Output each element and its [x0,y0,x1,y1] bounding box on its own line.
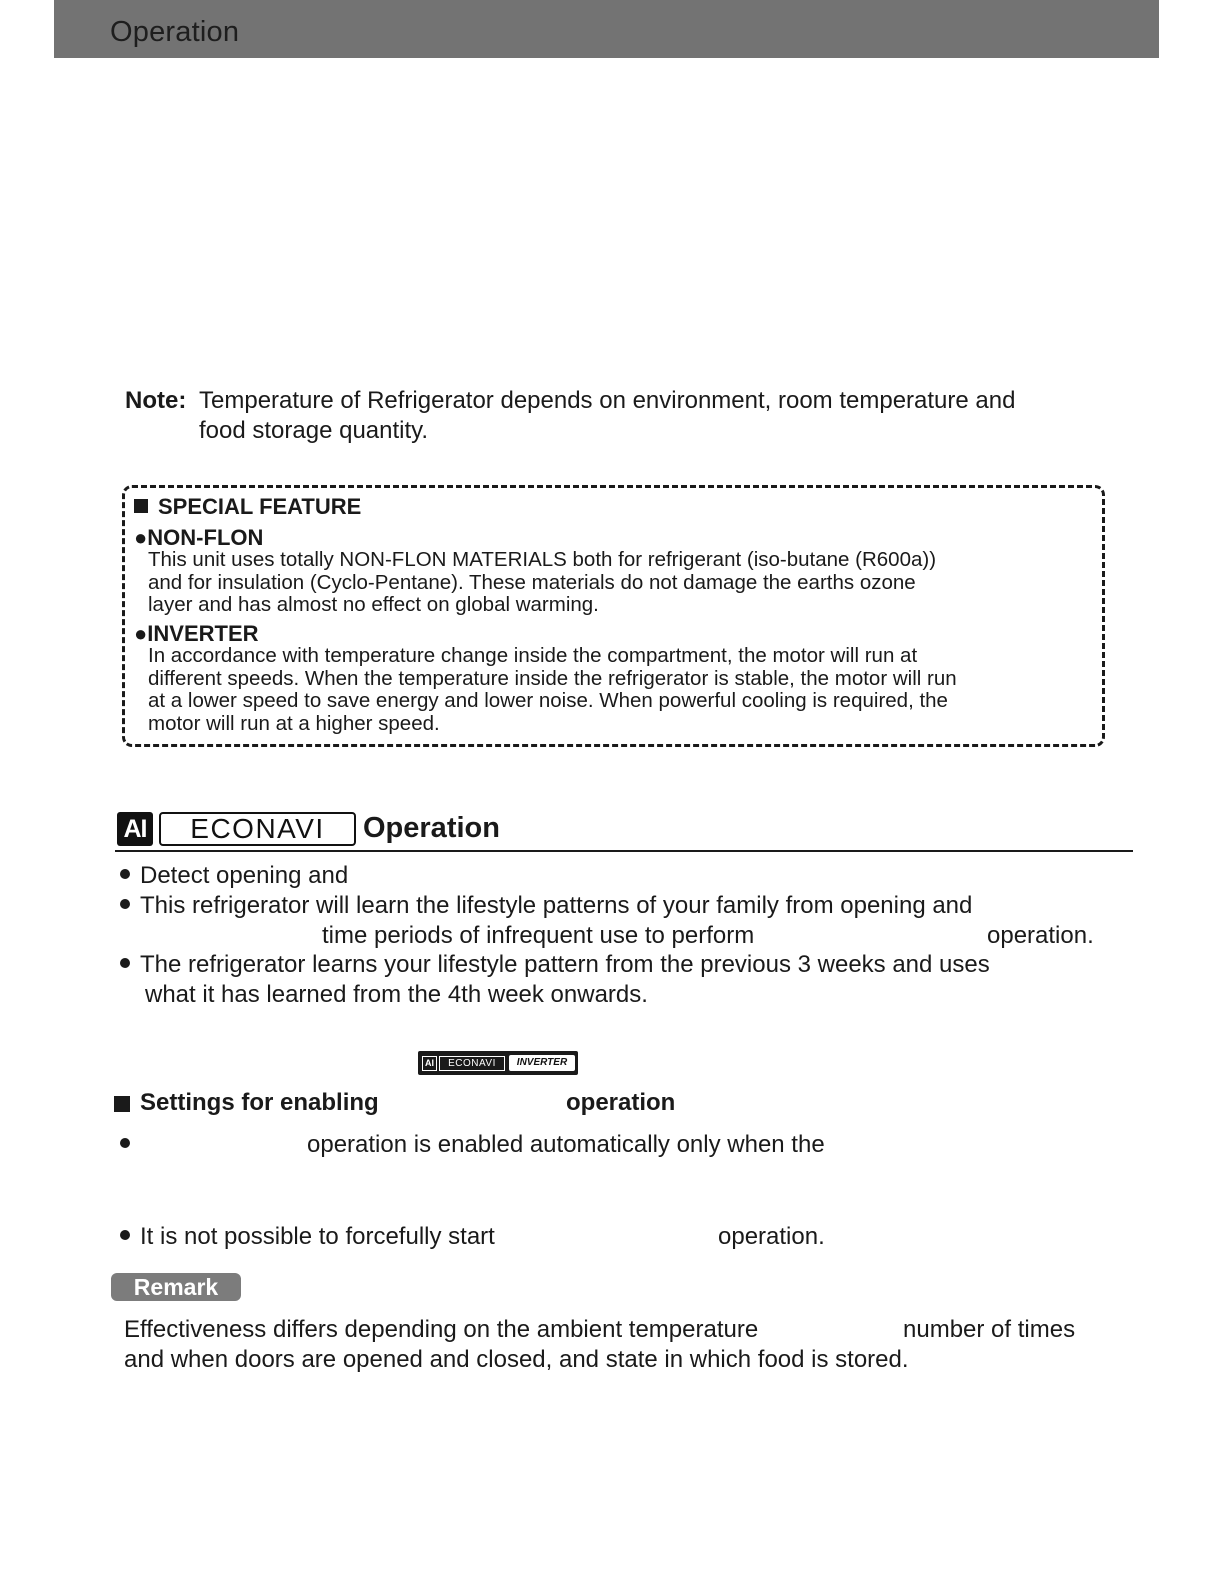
list-item [120,891,972,921]
bullet-icon [120,1138,130,1148]
settings-title-suffix: operation [566,1089,676,1116]
bullet-text: operation. [987,922,1094,949]
econavi-inverter-badge [418,1051,578,1075]
settings-title: Settings for enabling [140,1089,379,1116]
bullet-text: It is not possible to forcefully start [140,1223,495,1250]
note-label: Note: [125,387,187,414]
bullet-text: The refrigerator learns your lifestyle pattern from the previous 3 weeks and uses [140,951,990,978]
list-item [120,1130,140,1160]
badge-ai-icon: AI [422,1056,437,1071]
page-title: Operation [110,16,240,48]
bullet-text: This refrigerator will learn the lifestyle patterns of your family from opening and [140,892,973,919]
square-bullet-icon [134,499,148,513]
badge-inverter-icon: INVERTER [509,1055,575,1071]
non-flon-body [148,549,1098,617]
special-feature-title-text: SPECIAL FEATURE [158,494,362,519]
non-flon-line: and for insulation (Cyclo-Pentane). These materials do not damage the earths ozone [148,570,916,594]
inverter-body [148,645,1098,735]
note-text [199,386,1099,446]
econavi-section-title: Operation [363,812,500,844]
non-flon-heading: ●NON-FLON [134,525,264,550]
bullet-text: operation is enabled automatically only when the [307,1131,825,1158]
remark-badge: Remark [111,1273,241,1301]
list-item [120,861,348,891]
note-line: food storage quantity. [199,417,429,444]
bullet-text: time periods of infrequent use to perform [322,922,755,949]
square-bullet-icon [114,1096,130,1112]
inverter-heading: ●INVERTER [134,621,259,646]
bullet-text: operation. [718,1223,825,1250]
remark-line: and when doors are opened and closed, and state in which food is stored. [124,1346,909,1373]
bullet-icon [120,899,130,909]
badge-econavi-icon: ECONAVI [439,1056,505,1071]
special-feature-title [134,494,361,520]
bullet-icon [120,869,130,879]
bullet-icon [120,958,130,968]
non-flon-line: This unit uses totally NON-FLON MATERIALS both for refrigerant (iso-butane (R600a)) [148,548,937,571]
section-divider [115,850,1133,852]
list-item [120,1222,495,1252]
bullet-text: what it has learned from the 4th week onwards. [145,981,648,1008]
non-flon-line: layer and has almost no effect on global warming. [148,593,599,616]
note-line: Temperature of Refrigerator depends on environment, room temperature and [199,387,1016,414]
remark-line: Effectiveness differs depending on the ambient temperature [124,1316,759,1343]
econavi-logo-icon: ECONAVI [159,812,356,846]
list-item [120,950,990,980]
inverter-line: different speeds. When the temperature inside the refrigerator is stable, the motor will run [148,666,957,690]
remark-line: number of times [903,1316,1076,1343]
inverter-line: motor will run at a higher speed. [148,711,440,735]
ai-logo-icon: AI [117,812,153,846]
inverter-line: In accordance with temperature change inside the compartment, the motor will run at [148,644,918,667]
inverter-line: at a lower speed to save energy and lower noise. When powerful cooling is required, the [148,689,948,712]
bullet-text: Detect opening and [140,862,349,889]
bullet-icon [120,1230,130,1240]
